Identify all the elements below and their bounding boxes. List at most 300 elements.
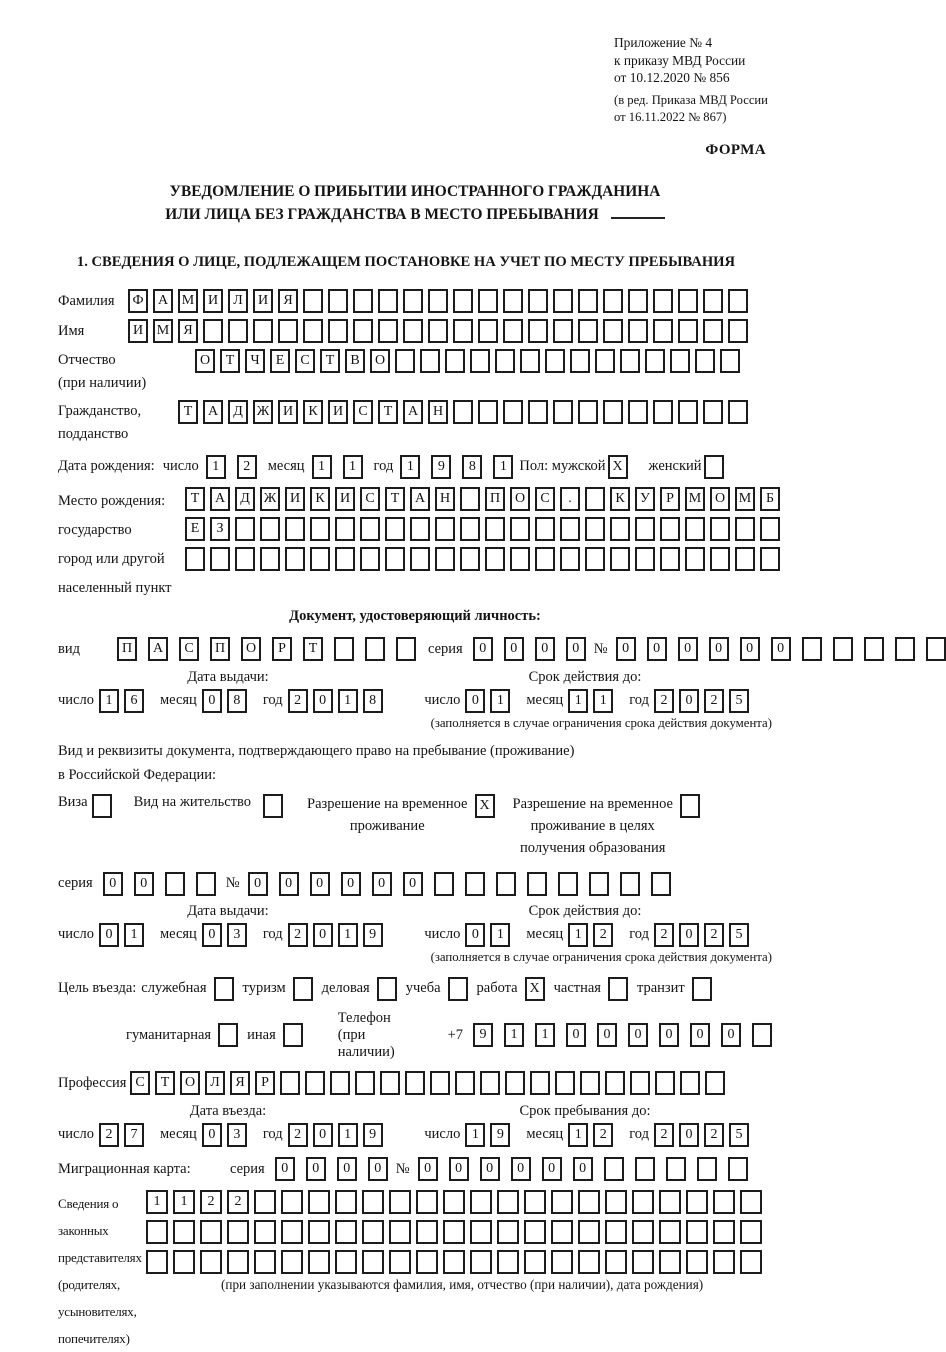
char-box[interactable] bbox=[173, 1220, 195, 1244]
char-box[interactable]: Т bbox=[303, 637, 323, 661]
char-box[interactable] bbox=[385, 547, 405, 571]
char-box[interactable] bbox=[330, 1071, 350, 1095]
char-box[interactable] bbox=[280, 1071, 300, 1095]
char-box[interactable] bbox=[510, 517, 530, 541]
char-box[interactable] bbox=[308, 1190, 330, 1214]
char-box[interactable] bbox=[710, 517, 730, 541]
char-box[interactable] bbox=[353, 289, 373, 313]
char-box[interactable]: 0 bbox=[535, 637, 555, 661]
char-box[interactable]: 0 bbox=[504, 637, 524, 661]
char-box[interactable]: Т bbox=[178, 400, 198, 424]
char-box[interactable] bbox=[443, 1220, 465, 1244]
char-box[interactable] bbox=[524, 1220, 546, 1244]
char-box[interactable]: 0 bbox=[679, 1123, 699, 1147]
char-box[interactable] bbox=[560, 547, 580, 571]
char-box[interactable] bbox=[335, 517, 355, 541]
char-box[interactable] bbox=[680, 1071, 700, 1095]
char-box[interactable]: М bbox=[685, 487, 705, 511]
char-box[interactable] bbox=[578, 1190, 600, 1214]
char-box[interactable]: 7 bbox=[124, 1123, 144, 1147]
char-box[interactable] bbox=[551, 1250, 573, 1274]
char-box[interactable]: 1 bbox=[146, 1190, 168, 1214]
char-box[interactable] bbox=[670, 349, 690, 373]
char-box[interactable] bbox=[497, 1220, 519, 1244]
char-box[interactable]: Ж bbox=[260, 487, 280, 511]
char-box[interactable] bbox=[308, 1220, 330, 1244]
checkbox-visa[interactable] bbox=[92, 794, 112, 818]
char-box[interactable]: И bbox=[203, 289, 223, 313]
char-box[interactable]: 6 bbox=[124, 689, 144, 713]
char-box[interactable] bbox=[628, 319, 648, 343]
char-box[interactable] bbox=[713, 1190, 735, 1214]
char-box[interactable] bbox=[620, 349, 640, 373]
char-box[interactable]: 0 bbox=[465, 923, 485, 947]
char-box[interactable]: 1 bbox=[593, 689, 613, 713]
char-box[interactable] bbox=[235, 517, 255, 541]
char-box[interactable]: 1 bbox=[504, 1023, 524, 1047]
char-box[interactable] bbox=[895, 637, 915, 661]
char-box[interactable]: О bbox=[241, 637, 261, 661]
char-box[interactable] bbox=[281, 1220, 303, 1244]
char-box[interactable]: И bbox=[335, 487, 355, 511]
checkbox-private[interactable] bbox=[608, 977, 628, 1001]
char-box[interactable] bbox=[260, 547, 280, 571]
char-box[interactable]: Л bbox=[205, 1071, 225, 1095]
char-box[interactable]: 3 bbox=[227, 1123, 247, 1147]
char-box[interactable] bbox=[660, 547, 680, 571]
char-box[interactable] bbox=[146, 1220, 168, 1244]
char-box[interactable] bbox=[285, 517, 305, 541]
char-box[interactable]: 1 bbox=[99, 689, 119, 713]
char-box[interactable]: У bbox=[635, 487, 655, 511]
char-box[interactable] bbox=[553, 289, 573, 313]
char-box[interactable] bbox=[740, 1250, 762, 1274]
char-box[interactable] bbox=[760, 547, 780, 571]
char-box[interactable]: 1 bbox=[568, 1123, 588, 1147]
char-box[interactable] bbox=[651, 872, 671, 896]
char-box[interactable] bbox=[355, 1071, 375, 1095]
char-box[interactable] bbox=[328, 319, 348, 343]
char-box[interactable] bbox=[578, 289, 598, 313]
char-box[interactable] bbox=[497, 1190, 519, 1214]
char-box[interactable]: Р bbox=[255, 1071, 275, 1095]
char-box[interactable]: 9 bbox=[490, 1123, 510, 1147]
char-box[interactable] bbox=[328, 289, 348, 313]
char-box[interactable] bbox=[524, 1190, 546, 1214]
char-box[interactable]: Т bbox=[320, 349, 340, 373]
char-box[interactable] bbox=[720, 349, 740, 373]
char-box[interactable]: 0 bbox=[465, 689, 485, 713]
char-box[interactable]: С bbox=[353, 400, 373, 424]
char-box[interactable]: 0 bbox=[480, 1157, 500, 1181]
char-box[interactable]: 0 bbox=[473, 637, 493, 661]
char-box[interactable]: 2 bbox=[200, 1190, 222, 1214]
char-box[interactable] bbox=[653, 400, 673, 424]
char-box[interactable]: 0 bbox=[418, 1157, 438, 1181]
char-box[interactable] bbox=[405, 1071, 425, 1095]
char-box[interactable]: 2 bbox=[593, 923, 613, 947]
char-box[interactable]: 0 bbox=[372, 872, 392, 896]
char-box[interactable]: Т bbox=[155, 1071, 175, 1095]
char-box[interactable] bbox=[410, 517, 430, 541]
char-box[interactable]: 2 bbox=[288, 1123, 308, 1147]
char-box[interactable] bbox=[551, 1220, 573, 1244]
char-box[interactable] bbox=[395, 349, 415, 373]
char-box[interactable] bbox=[728, 289, 748, 313]
char-box[interactable] bbox=[926, 637, 946, 661]
char-box[interactable]: 2 bbox=[227, 1190, 249, 1214]
char-box[interactable] bbox=[335, 547, 355, 571]
char-box[interactable] bbox=[735, 547, 755, 571]
char-box[interactable]: 0 bbox=[566, 1023, 586, 1047]
char-box[interactable] bbox=[585, 517, 605, 541]
char-box[interactable] bbox=[635, 547, 655, 571]
char-box[interactable]: 5 bbox=[729, 689, 749, 713]
char-box[interactable]: 9 bbox=[473, 1023, 493, 1047]
char-box[interactable]: 1 bbox=[338, 1123, 358, 1147]
char-box[interactable]: И bbox=[253, 289, 273, 313]
char-box[interactable]: Н bbox=[428, 400, 448, 424]
char-box[interactable]: 1 bbox=[343, 455, 363, 479]
char-box[interactable]: С bbox=[535, 487, 555, 511]
char-box[interactable]: О bbox=[370, 349, 390, 373]
char-box[interactable]: 5 bbox=[729, 923, 749, 947]
char-box[interactable]: 3 bbox=[227, 923, 247, 947]
char-box[interactable] bbox=[653, 319, 673, 343]
char-box[interactable]: 1 bbox=[490, 923, 510, 947]
char-box[interactable] bbox=[578, 319, 598, 343]
char-box[interactable] bbox=[335, 1250, 357, 1274]
char-box[interactable]: И bbox=[285, 487, 305, 511]
char-box[interactable]: Ф bbox=[128, 289, 148, 313]
char-box[interactable] bbox=[353, 319, 373, 343]
char-box[interactable] bbox=[305, 1071, 325, 1095]
char-box[interactable] bbox=[697, 1157, 717, 1181]
char-box[interactable]: 1 bbox=[338, 689, 358, 713]
char-box[interactable] bbox=[659, 1190, 681, 1214]
char-box[interactable] bbox=[603, 289, 623, 313]
char-box[interactable]: А bbox=[153, 289, 173, 313]
char-box[interactable] bbox=[645, 349, 665, 373]
char-box[interactable] bbox=[659, 1220, 681, 1244]
char-box[interactable] bbox=[728, 400, 748, 424]
char-box[interactable] bbox=[555, 1071, 575, 1095]
char-box[interactable]: 0 bbox=[597, 1023, 617, 1047]
char-box[interactable] bbox=[610, 547, 630, 571]
checkbox-work[interactable]: X bbox=[525, 977, 545, 1001]
char-box[interactable] bbox=[380, 1071, 400, 1095]
char-box[interactable] bbox=[630, 1071, 650, 1095]
char-box[interactable] bbox=[465, 872, 485, 896]
char-box[interactable]: Л bbox=[228, 289, 248, 313]
char-box[interactable] bbox=[495, 349, 515, 373]
char-box[interactable]: 2 bbox=[704, 923, 724, 947]
char-box[interactable] bbox=[503, 289, 523, 313]
char-box[interactable]: О bbox=[710, 487, 730, 511]
char-box[interactable]: 0 bbox=[306, 1157, 326, 1181]
char-box[interactable]: 0 bbox=[202, 1123, 222, 1147]
char-box[interactable]: Е bbox=[185, 517, 205, 541]
char-box[interactable]: 0 bbox=[542, 1157, 562, 1181]
char-box[interactable]: 0 bbox=[275, 1157, 295, 1181]
char-box[interactable] bbox=[578, 400, 598, 424]
char-box[interactable]: 0 bbox=[573, 1157, 593, 1181]
char-box[interactable] bbox=[703, 319, 723, 343]
char-box[interactable] bbox=[416, 1220, 438, 1244]
char-box[interactable] bbox=[605, 1250, 627, 1274]
char-box[interactable]: 0 bbox=[403, 872, 423, 896]
char-box[interactable] bbox=[378, 289, 398, 313]
char-box[interactable] bbox=[362, 1250, 384, 1274]
checkbox-business[interactable] bbox=[377, 977, 397, 1001]
char-box[interactable] bbox=[603, 400, 623, 424]
char-box[interactable] bbox=[603, 319, 623, 343]
char-box[interactable] bbox=[678, 400, 698, 424]
char-box[interactable] bbox=[503, 319, 523, 343]
char-box[interactable]: Н bbox=[435, 487, 455, 511]
char-box[interactable] bbox=[686, 1250, 708, 1274]
char-box[interactable] bbox=[703, 400, 723, 424]
char-box[interactable]: Ч bbox=[245, 349, 265, 373]
char-box[interactable] bbox=[628, 289, 648, 313]
char-box[interactable]: 2 bbox=[237, 455, 257, 479]
char-box[interactable] bbox=[185, 547, 205, 571]
char-box[interactable] bbox=[570, 349, 590, 373]
char-box[interactable]: С bbox=[295, 349, 315, 373]
char-box[interactable] bbox=[610, 517, 630, 541]
char-box[interactable] bbox=[362, 1190, 384, 1214]
char-box[interactable] bbox=[685, 517, 705, 541]
char-box[interactable] bbox=[410, 547, 430, 571]
char-box[interactable]: 0 bbox=[721, 1023, 741, 1047]
char-box[interactable]: Ж bbox=[253, 400, 273, 424]
char-box[interactable] bbox=[435, 547, 455, 571]
char-box[interactable]: Е bbox=[270, 349, 290, 373]
char-box[interactable] bbox=[728, 319, 748, 343]
char-box[interactable]: 0 bbox=[740, 637, 760, 661]
char-box[interactable]: 0 bbox=[647, 637, 667, 661]
char-box[interactable] bbox=[378, 319, 398, 343]
char-box[interactable] bbox=[678, 319, 698, 343]
char-box[interactable]: А bbox=[210, 487, 230, 511]
char-box[interactable] bbox=[710, 547, 730, 571]
char-box[interactable] bbox=[303, 319, 323, 343]
char-box[interactable] bbox=[453, 289, 473, 313]
char-box[interactable] bbox=[503, 400, 523, 424]
char-box[interactable]: К bbox=[310, 487, 330, 511]
char-box[interactable] bbox=[632, 1250, 654, 1274]
char-box[interactable] bbox=[173, 1250, 195, 1274]
char-box[interactable] bbox=[334, 637, 354, 661]
char-box[interactable] bbox=[443, 1190, 465, 1214]
char-box[interactable]: 0 bbox=[616, 637, 636, 661]
char-box[interactable]: 0 bbox=[134, 872, 154, 896]
char-box[interactable] bbox=[585, 547, 605, 571]
char-box[interactable] bbox=[713, 1220, 735, 1244]
char-box[interactable] bbox=[553, 319, 573, 343]
char-box[interactable] bbox=[403, 289, 423, 313]
char-box[interactable] bbox=[485, 517, 505, 541]
char-box[interactable] bbox=[478, 400, 498, 424]
char-box[interactable]: 9 bbox=[431, 455, 451, 479]
char-box[interactable] bbox=[403, 319, 423, 343]
char-box[interactable]: 2 bbox=[593, 1123, 613, 1147]
char-box[interactable] bbox=[428, 319, 448, 343]
char-box[interactable] bbox=[303, 289, 323, 313]
char-box[interactable]: 1 bbox=[490, 689, 510, 713]
char-box[interactable]: Т bbox=[385, 487, 405, 511]
char-box[interactable] bbox=[278, 319, 298, 343]
char-box[interactable]: Т bbox=[220, 349, 240, 373]
checkbox-male[interactable]: X bbox=[608, 455, 628, 479]
char-box[interactable]: 9 bbox=[363, 1123, 383, 1147]
char-box[interactable] bbox=[416, 1190, 438, 1214]
char-box[interactable] bbox=[310, 547, 330, 571]
char-box[interactable]: 0 bbox=[659, 1023, 679, 1047]
char-box[interactable] bbox=[595, 349, 615, 373]
char-box[interactable] bbox=[460, 517, 480, 541]
char-box[interactable] bbox=[385, 517, 405, 541]
char-box[interactable]: А bbox=[148, 637, 168, 661]
char-box[interactable] bbox=[360, 547, 380, 571]
char-box[interactable] bbox=[335, 1220, 357, 1244]
char-box[interactable] bbox=[455, 1071, 475, 1095]
char-box[interactable] bbox=[505, 1071, 525, 1095]
char-box[interactable]: 0 bbox=[690, 1023, 710, 1047]
char-box[interactable] bbox=[310, 517, 330, 541]
char-box[interactable] bbox=[470, 1190, 492, 1214]
char-box[interactable] bbox=[620, 872, 640, 896]
char-box[interactable]: К bbox=[303, 400, 323, 424]
char-box[interactable] bbox=[685, 547, 705, 571]
char-box[interactable]: К bbox=[610, 487, 630, 511]
char-box[interactable]: Д bbox=[228, 400, 248, 424]
char-box[interactable] bbox=[678, 289, 698, 313]
char-box[interactable] bbox=[545, 349, 565, 373]
char-box[interactable] bbox=[703, 289, 723, 313]
char-box[interactable]: 0 bbox=[566, 637, 586, 661]
checkbox-temporary-residence-education[interactable] bbox=[680, 794, 700, 818]
char-box[interactable] bbox=[453, 400, 473, 424]
checkbox-study[interactable] bbox=[448, 977, 468, 1001]
char-box[interactable] bbox=[802, 637, 822, 661]
char-box[interactable] bbox=[635, 1157, 655, 1181]
char-box[interactable] bbox=[435, 517, 455, 541]
char-box[interactable] bbox=[605, 1220, 627, 1244]
char-box[interactable]: О bbox=[180, 1071, 200, 1095]
char-box[interactable] bbox=[578, 1250, 600, 1274]
char-box[interactable] bbox=[470, 1250, 492, 1274]
char-box[interactable] bbox=[528, 400, 548, 424]
char-box[interactable] bbox=[604, 1157, 624, 1181]
char-box[interactable] bbox=[254, 1190, 276, 1214]
char-box[interactable]: 2 bbox=[654, 1123, 674, 1147]
checkbox-residence-permit[interactable] bbox=[263, 794, 283, 818]
char-box[interactable]: 2 bbox=[288, 923, 308, 947]
char-box[interactable] bbox=[752, 1023, 772, 1047]
char-box[interactable] bbox=[485, 547, 505, 571]
char-box[interactable] bbox=[833, 637, 853, 661]
char-box[interactable]: 0 bbox=[310, 872, 330, 896]
char-box[interactable]: 0 bbox=[511, 1157, 531, 1181]
char-box[interactable]: С bbox=[179, 637, 199, 661]
char-box[interactable]: 1 bbox=[124, 923, 144, 947]
char-box[interactable] bbox=[605, 1071, 625, 1095]
char-box[interactable] bbox=[695, 349, 715, 373]
char-box[interactable] bbox=[428, 289, 448, 313]
char-box[interactable]: С bbox=[130, 1071, 150, 1095]
char-box[interactable] bbox=[535, 547, 555, 571]
checkbox-other[interactable] bbox=[283, 1023, 303, 1047]
char-box[interactable]: В bbox=[345, 349, 365, 373]
char-box[interactable]: 0 bbox=[313, 689, 333, 713]
char-box[interactable]: 0 bbox=[679, 689, 699, 713]
char-box[interactable] bbox=[443, 1250, 465, 1274]
char-box[interactable]: 0 bbox=[202, 923, 222, 947]
char-box[interactable] bbox=[535, 517, 555, 541]
char-box[interactable]: 0 bbox=[709, 637, 729, 661]
char-box[interactable]: И bbox=[328, 400, 348, 424]
char-box[interactable]: З bbox=[210, 517, 230, 541]
checkbox-female[interactable] bbox=[704, 455, 724, 479]
char-box[interactable]: 0 bbox=[313, 923, 333, 947]
char-box[interactable]: 2 bbox=[654, 923, 674, 947]
char-box[interactable]: И bbox=[128, 319, 148, 343]
char-box[interactable] bbox=[524, 1250, 546, 1274]
checkbox-temporary-residence[interactable]: X bbox=[475, 794, 495, 818]
char-box[interactable]: И bbox=[278, 400, 298, 424]
char-box[interactable] bbox=[632, 1220, 654, 1244]
char-box[interactable]: 8 bbox=[462, 455, 482, 479]
char-box[interactable] bbox=[434, 872, 454, 896]
char-box[interactable] bbox=[200, 1250, 222, 1274]
char-box[interactable] bbox=[728, 1157, 748, 1181]
char-box[interactable]: М bbox=[153, 319, 173, 343]
char-box[interactable] bbox=[655, 1071, 675, 1095]
char-box[interactable]: 2 bbox=[288, 689, 308, 713]
char-box[interactable] bbox=[460, 487, 480, 511]
char-box[interactable] bbox=[605, 1190, 627, 1214]
char-box[interactable] bbox=[335, 1190, 357, 1214]
char-box[interactable] bbox=[478, 319, 498, 343]
char-box[interactable] bbox=[510, 547, 530, 571]
checkbox-tourism[interactable] bbox=[293, 977, 313, 1001]
char-box[interactable] bbox=[362, 1220, 384, 1244]
char-box[interactable] bbox=[235, 547, 255, 571]
char-box[interactable] bbox=[713, 1250, 735, 1274]
char-box[interactable]: Я bbox=[178, 319, 198, 343]
char-box[interactable] bbox=[285, 547, 305, 571]
char-box[interactable] bbox=[460, 547, 480, 571]
char-box[interactable] bbox=[553, 400, 573, 424]
char-box[interactable] bbox=[254, 1250, 276, 1274]
char-box[interactable] bbox=[203, 319, 223, 343]
char-box[interactable] bbox=[551, 1190, 573, 1214]
char-box[interactable]: 0 bbox=[771, 637, 791, 661]
char-box[interactable]: 0 bbox=[337, 1157, 357, 1181]
char-box[interactable]: 2 bbox=[704, 689, 724, 713]
char-box[interactable]: 0 bbox=[679, 923, 699, 947]
char-box[interactable] bbox=[260, 517, 280, 541]
char-box[interactable] bbox=[165, 872, 185, 896]
char-box[interactable]: 0 bbox=[279, 872, 299, 896]
char-box[interactable] bbox=[416, 1250, 438, 1274]
char-box[interactable]: 1 bbox=[206, 455, 226, 479]
char-box[interactable] bbox=[530, 1071, 550, 1095]
char-box[interactable]: 0 bbox=[202, 689, 222, 713]
char-box[interactable]: 8 bbox=[227, 689, 247, 713]
char-box[interactable] bbox=[389, 1190, 411, 1214]
